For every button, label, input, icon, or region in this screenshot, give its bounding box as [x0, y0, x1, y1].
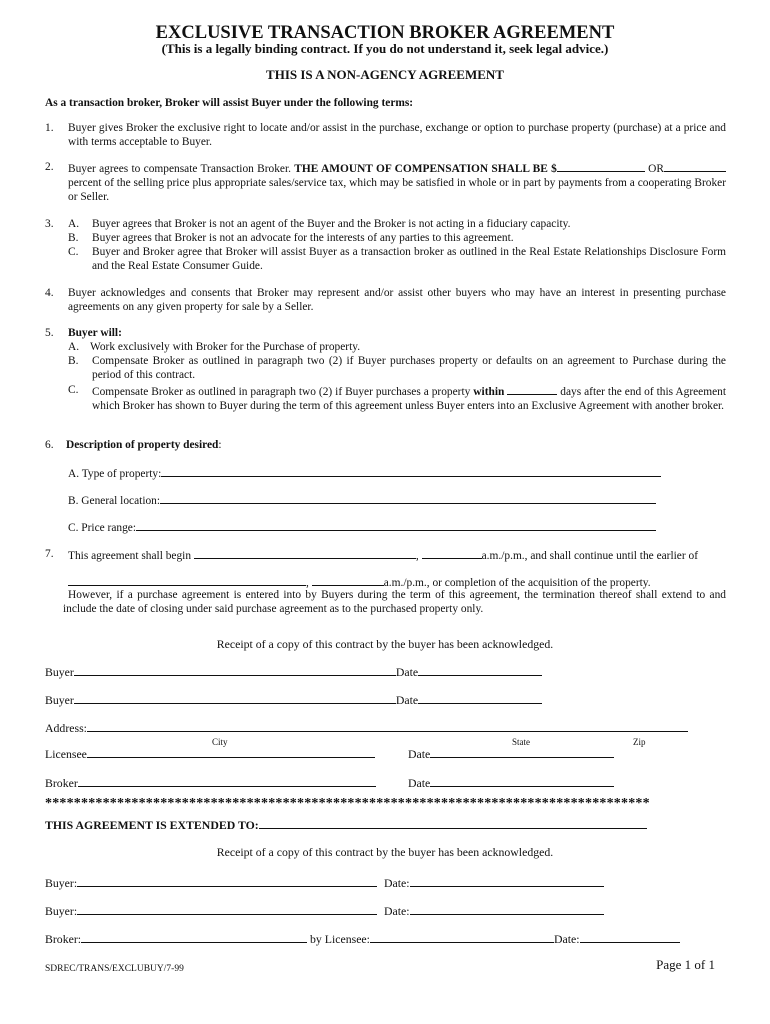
ext-buyer-1-date-row	[384, 875, 604, 890]
end-date-field[interactable]	[68, 574, 306, 586]
buyer-1-row	[45, 664, 542, 679]
broker-date-row	[408, 775, 614, 790]
section-5-heading: Buyer will:	[68, 327, 122, 339]
section-7-number: 7.	[45, 548, 54, 560]
date-label: Date:	[384, 876, 410, 890]
section-3b	[68, 231, 726, 245]
section-5b-text: Compensate Broker as outlined in paragraph two (2) if Buyer purchases property or defaults on an agreement to Purchase during the period of this contract.	[92, 355, 726, 381]
address-label: Address:	[45, 721, 87, 735]
ext-buyer-2-row	[45, 903, 377, 918]
document-title: EXCLUSIVE TRANSACTION BROKER AGREEMENT	[155, 23, 615, 43]
begin-label: This agreement shall begin	[68, 550, 192, 562]
extension-row	[45, 817, 647, 832]
section-2-rest: percent of the selling price plus appropriate sales/service tax, which may be satisfied in whole or in part by payments from a cooperating Broker or Seller.	[68, 177, 726, 203]
section-5c-part2: days after the end of this Agreement which Broker has shown to Buyer during the term of this agreement unless Buyer enters into an Exclusive Agreement with another broker.	[92, 386, 727, 412]
by-licensee-label: by Licensee:	[310, 932, 370, 946]
section-3a-text: Buyer agrees that Broker is not an agent of the Buyer and the Broker is not acting in a fiduciary capacity.	[92, 218, 571, 230]
price-range-row	[68, 519, 656, 535]
date-label: Date	[395, 665, 419, 679]
comma: ,	[415, 550, 419, 562]
ext-buyer-1-row	[45, 875, 377, 890]
form-code: SDREC/TRANS/EXCLUBUY/7-99	[45, 964, 184, 974]
intro-text: As a transaction broker, Broker will assist Buyer under the following terms:	[45, 97, 414, 109]
section-7-begin-row	[68, 547, 698, 563]
ampm-completion-text: a.m./p.m., or completion of the acquisition of the property.	[383, 577, 651, 589]
buyer-2-row	[45, 692, 542, 707]
legal-notice: (This is a legally binding contract. If you do not understand it, seek legal advice.)	[161, 41, 609, 56]
section-3c-label: C.	[68, 246, 79, 258]
ext-buyer-1-signature-field[interactable]	[77, 875, 377, 887]
ext-broker-date-field[interactable]	[580, 931, 680, 943]
section-3a	[68, 217, 726, 231]
buyer-2-date-field[interactable]	[418, 692, 542, 704]
buyer-label: Buyer	[45, 693, 74, 707]
licensee-signature-field[interactable]	[87, 746, 375, 758]
ext-licensee-signature-field[interactable]	[370, 931, 554, 943]
date-label: Date	[408, 747, 431, 761]
date-label: Date:	[384, 904, 410, 918]
extended-label: THIS AGREEMENT IS EXTENDED TO:	[45, 818, 259, 832]
ampm-continue-text: a.m./p.m., and shall continue until the earlier of	[481, 550, 698, 562]
section-2-number: 2.	[45, 161, 54, 173]
section-3-number: 3.	[45, 218, 54, 230]
price-range-label: C. Price range:	[68, 522, 137, 534]
licensee-row	[45, 746, 375, 761]
section-3b-text: Buyer agrees that Broker is not an advocate for the interests of any parties to this agreement.	[92, 232, 514, 244]
ext-broker-row	[45, 931, 680, 946]
section-5-number: 5.	[45, 327, 54, 339]
general-location-row	[68, 492, 656, 508]
item-label: A.	[68, 218, 80, 230]
item-label: A.	[68, 341, 80, 353]
section-2-text	[68, 160, 726, 204]
days-after-field[interactable]	[507, 383, 557, 395]
buyer-label: Buyer:	[45, 876, 78, 890]
section-5c-text	[92, 383, 726, 413]
licensee-label: Licensee	[45, 747, 87, 761]
section-5c-part1: Compensate Broker as outlined in paragraph two (2) if Buyer purchases a property	[92, 386, 471, 398]
city-caption: City	[212, 737, 228, 747]
non-agency-heading: THIS IS A NON-AGENCY AGREEMENT	[266, 67, 504, 82]
section-2-intro: Buyer agrees to compensate Transaction Broker.	[68, 163, 291, 175]
date-label: Date	[408, 776, 431, 790]
compensation-amount-field[interactable]	[557, 160, 645, 172]
receipt-acknowledgement-2: Receipt of a copy of this contract by the buyer has been acknowledged.	[216, 845, 554, 859]
section-6-number: 6.	[45, 439, 54, 451]
section-3c-text: Buyer and Broker agree that Broker will assist Buyer as a transaction broker as outlined in the Real Estate Relationships Disclosure Form and the Real Estate Consumer Guide.	[92, 246, 726, 272]
licensee-date-row	[408, 746, 614, 761]
buyer-label: Buyer	[45, 665, 74, 679]
broker-label: Broker:	[45, 932, 82, 946]
section-7-however-text: However, if a purchase agreement is entered into by Buyers during the term of this agreement, the termination thereof shall extend to and include the date of closing under said purchase agreement as to the purchased property only.	[63, 589, 726, 615]
section-5c-label: C.	[68, 384, 79, 396]
broker-date-field[interactable]	[430, 775, 614, 787]
extension-date-field[interactable]	[259, 817, 647, 829]
state-caption: State	[512, 737, 530, 747]
property-type-field[interactable]	[161, 465, 661, 477]
section-5a	[68, 340, 726, 354]
end-time-field[interactable]	[312, 574, 384, 586]
or-label: OR	[648, 163, 664, 175]
buyer-1-signature-field[interactable]	[74, 664, 396, 676]
section-1-number: 1.	[45, 122, 54, 134]
ext-buyer-2-signature-field[interactable]	[77, 903, 377, 915]
section-5a-text: Work exclusively with Broker for the Purchase of property.	[90, 341, 361, 353]
within-label: within	[473, 386, 505, 398]
property-type-row	[68, 465, 661, 481]
broker-signature-field[interactable]	[78, 775, 376, 787]
section-4-text: Buyer acknowledges and consents that Broker may represent and/or assist other buyers who may have an interest in presenting purchase agreements on any given property for sale by a Seller.	[68, 287, 726, 313]
separator-stars: ************************************************************************************	[45, 796, 650, 811]
begin-date-field[interactable]	[194, 547, 416, 559]
date-label: Date	[395, 693, 419, 707]
general-location-label: B. General location:	[68, 495, 161, 507]
licensee-date-field[interactable]	[430, 746, 614, 758]
begin-time-field[interactable]	[422, 547, 482, 559]
broker-label: Broker	[45, 776, 78, 790]
item-label: B.	[68, 232, 79, 244]
section-6-heading: Description of property desired:	[66, 439, 222, 451]
compensation-heading: THE AMOUNT OF COMPENSATION SHALL BE $	[294, 163, 557, 175]
address-field[interactable]	[87, 720, 688, 732]
zip-caption: Zip	[633, 737, 646, 747]
general-location-field[interactable]	[160, 492, 656, 504]
buyer-1-date-field[interactable]	[418, 664, 542, 676]
ext-broker-signature-field[interactable]	[81, 931, 307, 943]
receipt-acknowledgement: Receipt of a copy of this contract by the buyer has been acknowledged.	[216, 637, 554, 651]
ext-buyer-2-date-field[interactable]	[410, 903, 604, 915]
buyer-2-signature-field[interactable]	[74, 692, 396, 704]
section-4-number: 4.	[45, 287, 54, 299]
ext-buyer-1-date-field[interactable]	[410, 875, 604, 887]
section-1-text: Buyer gives Broker the exclusive right to locate and/or assist in the purchase, exchange or option to purchase property (purchase) at a price and with terms acceptable to Buyer.	[68, 122, 726, 148]
property-type-label: A. Type of property:	[68, 468, 162, 480]
date-label: Date:	[553, 932, 580, 946]
page-number: Page 1 of 1	[656, 957, 715, 972]
broker-row	[45, 775, 376, 790]
section-5b-label: B.	[68, 355, 79, 367]
ext-buyer-2-date-row	[384, 903, 604, 918]
buyer-label: Buyer:	[45, 904, 78, 918]
address-row	[45, 720, 688, 735]
price-range-field[interactable]	[136, 519, 656, 531]
comma: ,	[306, 577, 309, 589]
compensation-percent-field[interactable]	[664, 160, 726, 172]
